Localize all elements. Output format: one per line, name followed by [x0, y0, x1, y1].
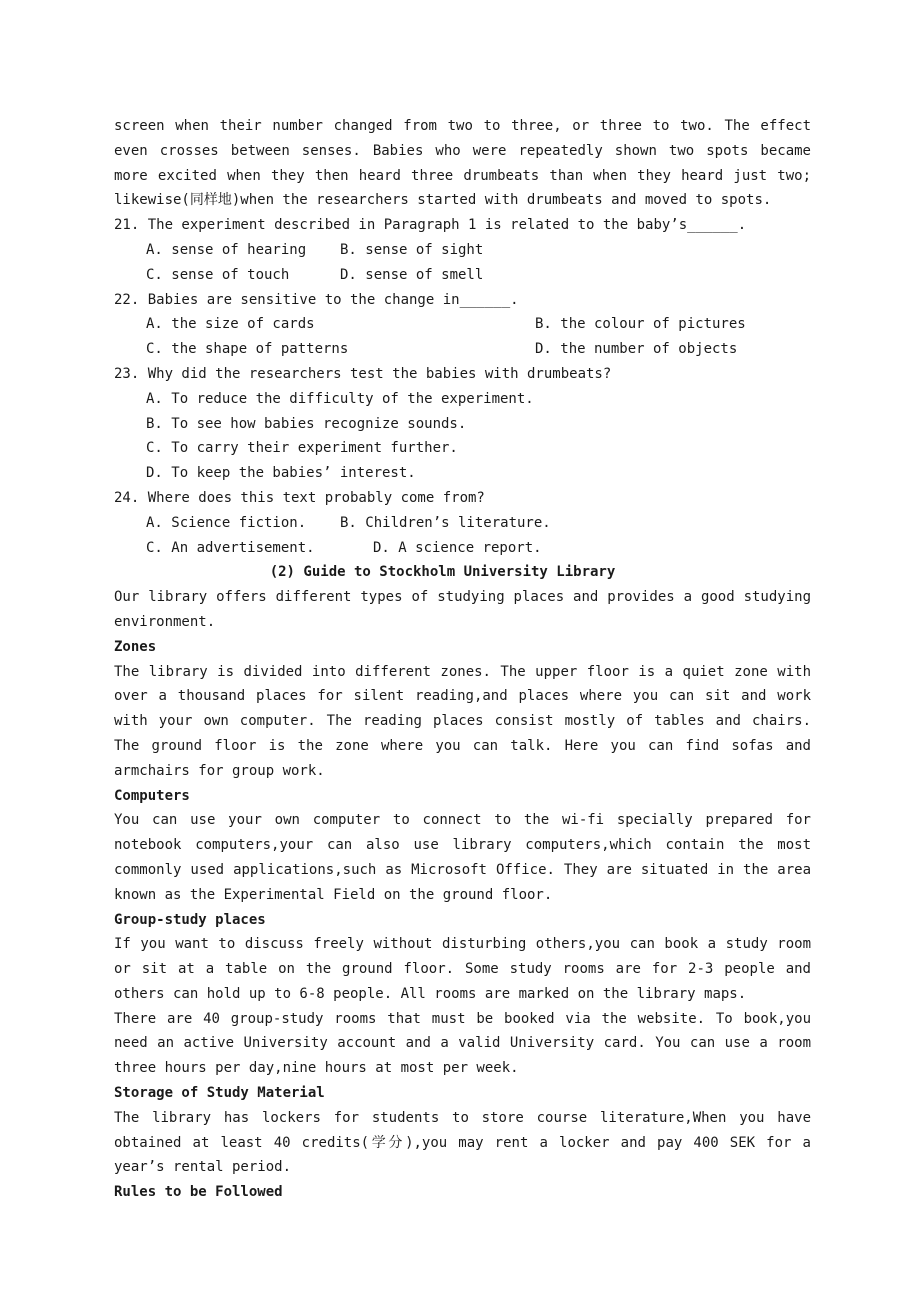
- option-24d: D. A science report.: [373, 539, 542, 556]
- document-page: [114, 114, 811, 1205]
- question-24-options-row2: [114, 536, 811, 561]
- option-23b: B. To see how babies recognize sounds.: [146, 415, 467, 432]
- zones-text: The library is divided into different zones. The upper floor is a quiet zone with over a thousand places for silent reading,and places where you can sit and work with your own computer. The reading places consist mostly of tables and chairs. The ground floor is the zone where you can talk. Here you can find sofas and armchairs for group work.: [114, 663, 811, 779]
- option-23d: D. To keep the babies’ interest.: [146, 465, 416, 482]
- option-24b: B. Children’s literature.: [340, 514, 551, 531]
- option-21d: D. sense of smell: [340, 266, 484, 283]
- option-23a: A. To reduce the difficulty of the experiment.: [146, 390, 534, 407]
- question-22-options-row2: [114, 337, 811, 362]
- option-21c: C. sense of touch: [146, 266, 290, 283]
- storage-heading: Storage of Study Material: [114, 1085, 325, 1102]
- rules-heading: Rules to be Followed: [114, 1184, 283, 1201]
- computers-text: You can use your own computer to connect to the wi-fi specially prepared for notebook computers,your can also use library computers,which contain the most commonly used applications,such as Microsoft Office. They are situated in the area known as the Experimental Field on the ground floor.: [114, 812, 811, 903]
- passage2-title: (2) Guide to Stockholm University Library: [269, 564, 616, 581]
- question-23-stem: 23. Why did the researchers test the babies with drumbeats?: [114, 365, 612, 382]
- zones-heading: Zones: [114, 638, 157, 655]
- storage-text: The library has lockers for students to store course literature,When you have obtained at least 40 credits(学分),you may rent a locker and pay 400 SEK for a year’s rental period.: [114, 1109, 811, 1176]
- group-study-text-2: There are 40 group-study rooms that must be booked via the website. To book,you need an active University account and a valid University card. You can use a room three hours per day,nine hours at most per week.: [114, 1010, 811, 1077]
- question-21-options-row1: [114, 238, 811, 263]
- question-24-options-row1: [114, 511, 811, 536]
- passage1-tail: screen when their number changed from two to three, or three to two. The effect even crosses between senses. Babies who were repeatedly shown two spots became more excited when they then heard three drumbeats than when they heard just two; likewise(同样地)when the researchers started with drumbeats and moved to spots.: [114, 118, 811, 209]
- option-21b: B. sense of sight: [340, 241, 484, 258]
- option-22a: A. the size of cards: [146, 316, 315, 333]
- option-22d: D. the number of objects: [535, 341, 738, 358]
- option-24c: C. An advertisement.: [146, 539, 315, 556]
- passage2-intro: Our library offers different types of studying places and provides a good studying environment.: [114, 589, 811, 630]
- group-study-heading: Group-study places: [114, 911, 266, 928]
- question-21-options-row2: [114, 263, 811, 288]
- option-24a: A. Science fiction.: [146, 514, 307, 531]
- question-21-stem: 21. The experiment described in Paragraph 1 is related to the baby’s______.: [114, 217, 747, 234]
- option-23c: C. To carry their experiment further.: [146, 440, 458, 457]
- option-21a: A. sense of hearing: [146, 241, 307, 258]
- group-study-text-1: If you want to discuss freely without disturbing others,you can book a study room or sit at a table on the ground floor. Some study rooms are for 2-3 people and others can hold up to 6-8 people. All rooms are marked on the library maps.: [114, 936, 811, 1002]
- option-22b: B. the colour of pictures: [535, 316, 746, 333]
- question-24-stem: 24. Where does this text probably come from?: [114, 489, 485, 506]
- computers-heading: Computers: [114, 787, 190, 804]
- question-22-stem: 22. Babies are sensitive to the change in______.: [114, 291, 519, 308]
- option-22c: C. the shape of patterns: [146, 341, 349, 358]
- question-22-options-row1: [114, 312, 811, 337]
